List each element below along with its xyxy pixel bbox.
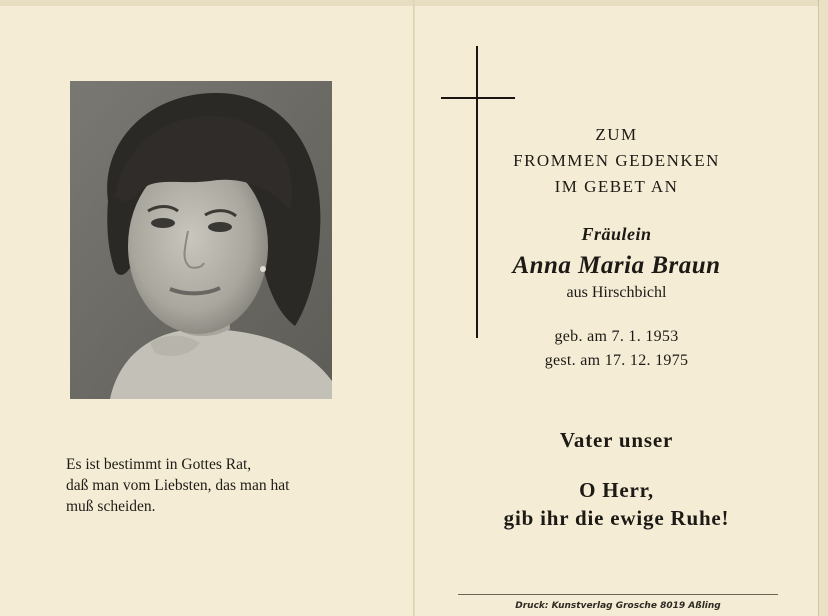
deceased-name: Anna Maria Braun <box>512 252 721 279</box>
prayer-line-2: O Herr, <box>579 478 654 502</box>
honorific-title: Fräulein <box>581 224 652 244</box>
death-date: gest. am 17. 12. 1975 <box>544 352 689 369</box>
cross-icon <box>476 46 478 338</box>
left-panel <box>0 0 413 616</box>
cross-icon-bar <box>441 97 515 99</box>
verse-line-2: daß man vom Liebsten, das man hat <box>66 477 290 494</box>
verse-line-3: muß scheiden. <box>66 498 156 515</box>
prayer-line-1: Vater unser <box>559 428 674 452</box>
paper-edge-right <box>818 0 828 616</box>
verse-line-1: Es ist bestimmt in Gottes Rat, <box>66 456 252 473</box>
heading-line-1: ZUM <box>595 125 638 144</box>
printer-divider <box>458 594 778 595</box>
heading-line-3: IM GEBET AN <box>554 177 679 196</box>
heading-line-2: FROMMEN GEDENKEN <box>513 151 720 170</box>
portrait-image <box>70 81 332 399</box>
origin-place: aus Hirschbichl <box>566 284 667 301</box>
verse-text <box>66 454 386 517</box>
birth-date: geb. am 7. 1. 1953 <box>554 328 679 345</box>
paper-edge-line <box>818 0 819 616</box>
printer-imprint: Druck: Kunstverlag Grosche 8019 Aßling <box>515 601 721 611</box>
prayer-line-3: gib ihr die ewige Ruhe! <box>503 506 730 530</box>
portrait-photo <box>70 81 332 399</box>
